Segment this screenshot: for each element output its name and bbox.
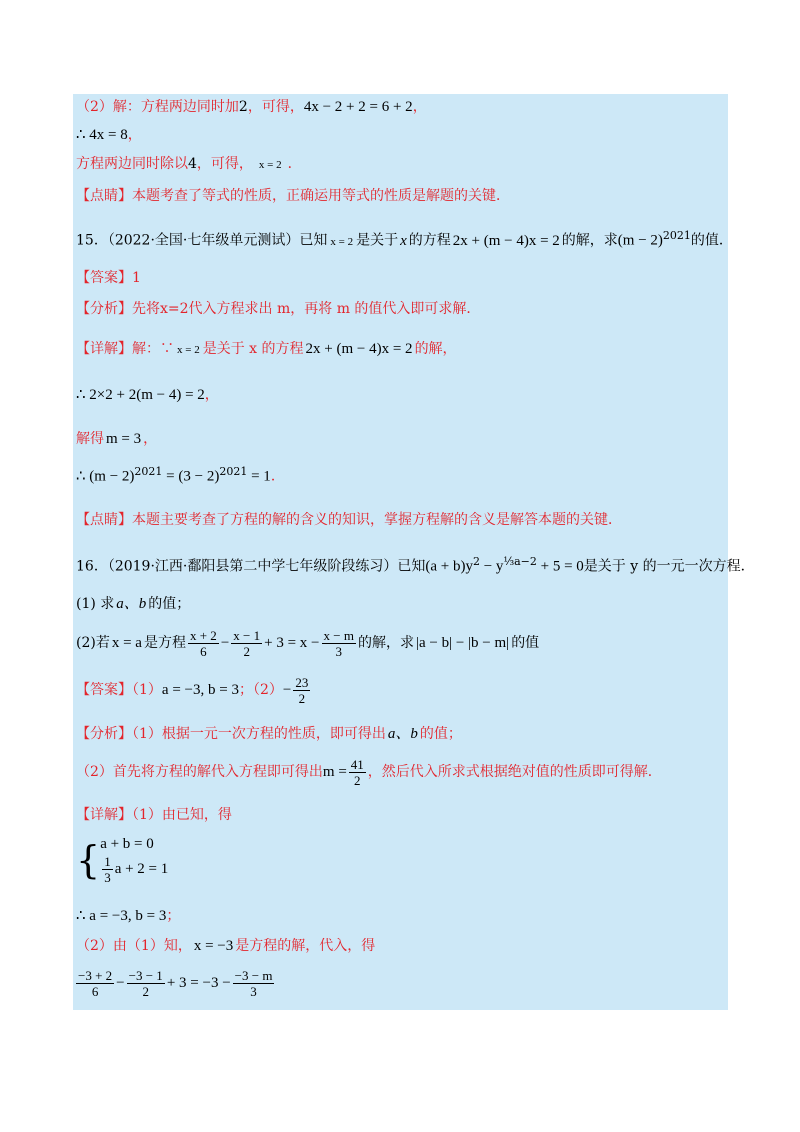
question-source: （2022·全国·七年级单元测试） — [107, 232, 300, 249]
text: ，可得， — [196, 156, 253, 172]
expression: (m − 2) — [617, 232, 663, 249]
text: （2）首先将方程的解代入方程即可得出 — [76, 764, 323, 780]
text: 的解， — [414, 341, 457, 357]
text: （1）根据一元一次方程的性质，即可得出 — [132, 726, 386, 742]
numerator: −3 + 2 — [78, 967, 113, 983]
denominator: 3 — [250, 983, 257, 999]
equation-part: (a + b)y — [425, 558, 473, 575]
numerator: x + 2 — [189, 627, 217, 643]
numerator: 41 — [350, 756, 364, 772]
fraction — [349, 757, 366, 788]
denominator: 3 — [335, 643, 342, 659]
text: （1） — [132, 682, 162, 698]
fraction — [127, 968, 165, 999]
numerator: −3 − m — [234, 967, 273, 983]
punct: ， — [143, 431, 158, 447]
exponent: 2021 — [134, 465, 163, 478]
text: 的值； — [148, 596, 191, 612]
brace: { — [76, 837, 101, 882]
equation-part: + 3 = −3 − — [166, 975, 231, 991]
analysis-16-2 — [76, 753, 662, 791]
answer-value: 1 — [132, 270, 141, 286]
line-add-two — [76, 98, 427, 116]
text: （2）解：方程两边同时加 — [76, 99, 239, 115]
answer-15 — [76, 269, 141, 287]
variables: a、b — [116, 596, 147, 612]
punct: ． — [287, 156, 302, 172]
analysis-label: 【分析】 — [76, 726, 132, 742]
substituted-equation — [76, 964, 276, 1002]
text: 的解，求 — [561, 232, 618, 249]
result-16-1 — [76, 907, 180, 925]
fraction — [322, 628, 356, 659]
answer-label: 【答案】 — [76, 682, 132, 698]
text: 的值． — [690, 232, 733, 249]
answer-2-fraction — [293, 675, 310, 706]
text: 已知 — [299, 232, 328, 249]
answer-16 — [76, 672, 312, 708]
equation: x = 2 — [258, 159, 282, 171]
question-15 — [76, 227, 733, 251]
equation: m = 3 — [106, 431, 142, 447]
denominator: 2 — [243, 643, 250, 659]
num: 4 — [188, 156, 197, 172]
system-row-1: a + b = 0 — [100, 836, 154, 852]
text: 解得 — [76, 431, 104, 447]
punct: ， — [127, 127, 142, 143]
fraction — [231, 628, 262, 659]
text: ，可得， — [247, 99, 304, 115]
expression: |a − b| − |b − m| — [415, 635, 510, 651]
punct: ， — [204, 387, 219, 403]
num: 2 — [238, 99, 248, 115]
detail-label: 【详解】 — [76, 341, 132, 357]
text: (2)若 — [76, 635, 110, 651]
question-16-part2 — [76, 624, 539, 662]
numerator: 23 — [295, 674, 309, 690]
equation: ∴ a = −3, b = 3 — [76, 908, 167, 924]
equation-part: + 5 = 0 — [536, 558, 584, 575]
answer-label: 【答案】 — [76, 270, 132, 286]
text: ，然后代入所求式根据绝对值的性质即可得解． — [367, 764, 662, 780]
text: 已知 — [397, 558, 426, 575]
text: (1) 求 — [76, 596, 115, 612]
punct: ． — [270, 468, 285, 485]
detail-16 — [76, 806, 232, 824]
analysis-16-1 — [76, 725, 462, 743]
step-15-1 — [76, 386, 219, 404]
question-number: 15． — [76, 232, 108, 249]
punct: ； — [166, 908, 181, 924]
detail-16-part2 — [76, 937, 375, 955]
equation-part: = (3 − 2) — [162, 468, 220, 485]
fraction — [76, 968, 114, 999]
variables: a、b — [387, 726, 418, 742]
text: （1）由已知，得 — [132, 807, 232, 823]
denominator: 2 — [354, 772, 361, 788]
operator: − — [116, 975, 125, 991]
equation: ∴ 2×2 + 2(m − 4) = 2 — [76, 387, 205, 403]
fraction — [233, 968, 275, 999]
system-row-2 — [100, 854, 168, 885]
text: 方程两边同时除以 — [76, 156, 188, 172]
equation: ∴ 4x = 8 — [76, 127, 128, 143]
dianjing-text: 本题主要考查了方程的解的含义的知识，掌握方程解的含义是解答本题的关键． — [132, 512, 622, 528]
denominator: 3 — [104, 870, 111, 885]
text: 的值 — [511, 635, 540, 651]
exponent: 2 — [472, 555, 480, 568]
line-divide-four — [76, 155, 302, 174]
question-16-part1 — [76, 595, 190, 613]
exponent: 2021 — [662, 229, 691, 242]
step-15-3 — [76, 463, 285, 486]
equation-part: − y — [479, 558, 504, 575]
exponent: 2021 — [219, 465, 248, 478]
variable: x — [400, 232, 407, 249]
text: 的方程 — [408, 232, 451, 249]
numerator: 1 — [104, 854, 111, 869]
punct: ， — [412, 99, 427, 115]
dianjing-1 — [76, 187, 510, 205]
equation: 2x + (m − 4)x = 2 — [452, 232, 560, 249]
numerator: x − m — [323, 627, 354, 643]
text: 的值； — [419, 726, 462, 742]
analysis-text: 先将x=2代入方程求出 m，再将 m 的值代入即可求解． — [132, 301, 481, 317]
exponent: ⅓a−2 — [503, 555, 537, 568]
text: 是关于 — [356, 232, 399, 249]
fraction — [188, 628, 219, 659]
condition: x = 2 — [330, 235, 354, 248]
equation: 4x − 2 + 2 = 6 + 2 — [303, 99, 413, 115]
question-number: 16． — [76, 558, 108, 575]
equation-system — [76, 834, 168, 885]
row-rest: a + 2 = 1 — [114, 860, 169, 877]
dianjing-label: 【点睛】 — [76, 512, 132, 528]
denominator: 6 — [91, 983, 99, 999]
text: 是方程的解，代入，得 — [235, 938, 376, 954]
text: （2）由（1）知， — [76, 938, 192, 954]
line-4x-eq-8 — [76, 126, 142, 144]
equation: 2x + (m − 4)x = 2 — [305, 341, 413, 357]
fraction — [102, 854, 113, 885]
answer-1: a = −3, b = 3 — [161, 682, 239, 698]
condition: x = 2 — [177, 344, 200, 356]
numerator: x − 1 — [233, 627, 261, 643]
condition: x = −3 — [193, 938, 234, 954]
numerator: −3 − 1 — [128, 967, 163, 983]
text: 是关于 y 的一元一次方程． — [583, 558, 755, 575]
text: ；（2） — [238, 682, 283, 698]
text: 解：∵ — [132, 341, 174, 357]
condition: x = a — [111, 635, 142, 651]
equation-part: = 1 — [247, 468, 271, 485]
sign: − — [282, 682, 292, 698]
dianjing-text: 本题考查了等式的性质，正确运用等式的性质是解题的关键． — [132, 188, 510, 204]
question-16 — [76, 553, 755, 576]
analysis-15 — [76, 300, 480, 318]
equation-part: m = — [322, 764, 347, 780]
question-source: （2019·江西·鄱阳县第二中学七年级阶段练习） — [107, 558, 398, 575]
text: 是关于 x 的方程 — [202, 341, 304, 357]
detail-label: 【详解】 — [76, 807, 132, 823]
system-rows — [100, 834, 168, 885]
dianjing-label: 【点睛】 — [76, 188, 132, 204]
dianjing-15 — [76, 511, 622, 529]
text: 是方程 — [143, 635, 186, 651]
operator: − — [220, 635, 230, 651]
detail-15 — [76, 340, 457, 359]
analysis-label: 【分析】 — [76, 301, 132, 317]
denominator: 6 — [200, 643, 207, 659]
equation-part: ∴ (m − 2) — [76, 468, 135, 485]
denominator: 2 — [298, 690, 306, 706]
denominator: 2 — [142, 983, 149, 999]
equation-part: + 3 = x − — [264, 635, 320, 651]
step-15-2 — [76, 430, 157, 448]
text: 的解，求 — [357, 635, 414, 651]
